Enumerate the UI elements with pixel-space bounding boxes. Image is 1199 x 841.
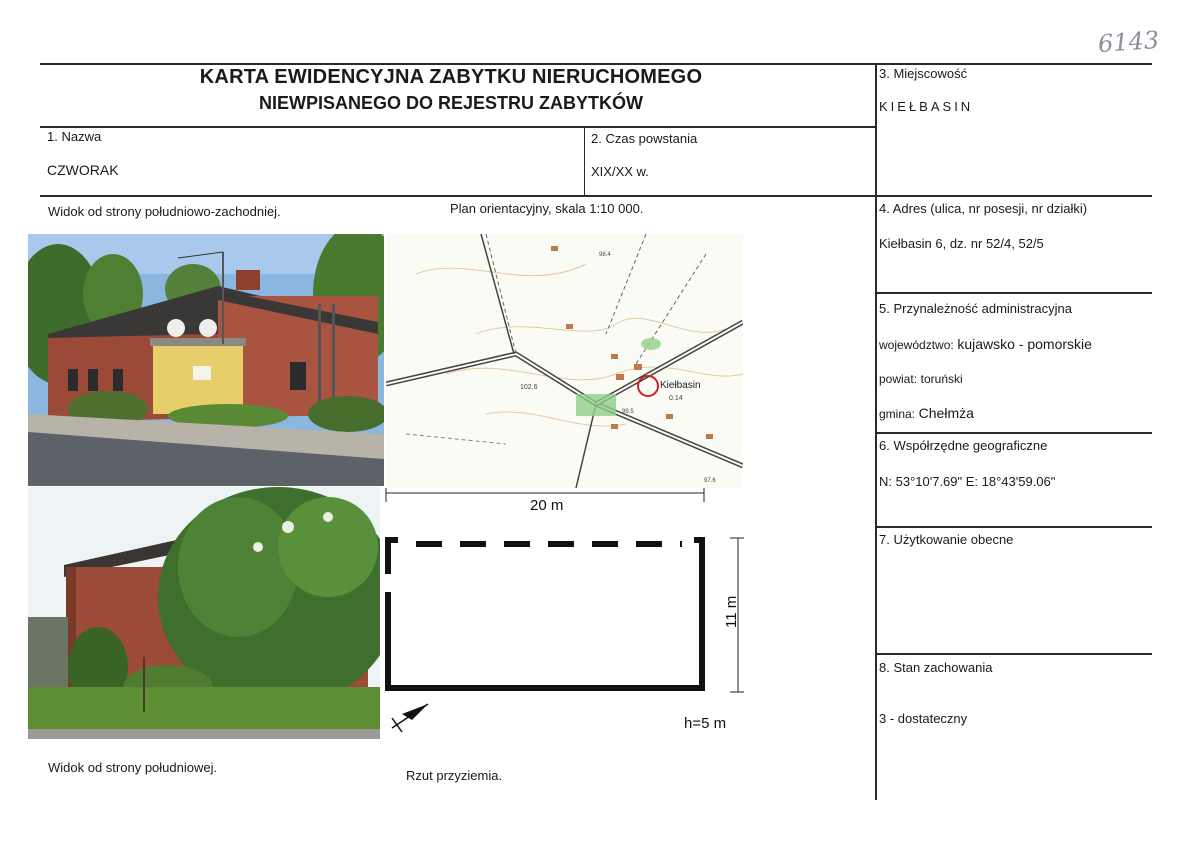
top-border: [40, 63, 1152, 65]
orientation-map: [386, 234, 743, 488]
county-value: toruński: [920, 372, 963, 386]
voivodeship-prefix: województwo:: [879, 338, 954, 352]
admin-bottom-border: [876, 432, 1152, 434]
name-date-divider: [584, 127, 585, 196]
usage-label: 7. Użytkowanie obecne: [879, 532, 1014, 547]
floor-plan: [384, 488, 746, 740]
condition-value: 3 - dostateczny: [879, 711, 968, 726]
plan-depth-label: 11 m: [723, 595, 740, 628]
commune-value: Chełmża: [918, 405, 974, 421]
plan-width-label: 20 m: [530, 497, 564, 514]
title-bottom-border: [40, 126, 876, 128]
plan-height-label: h=5 m: [684, 715, 727, 732]
coords-value: N: 53°10'7.69" E: 18°43'59.06": [879, 474, 1056, 489]
map-elevation-5: 97.6: [704, 478, 716, 484]
county-prefix: powiat:: [879, 372, 918, 386]
admin-label: 5. Przynależność administracyjna: [879, 301, 1072, 316]
photo-southwest-view: [28, 234, 384, 486]
plan-caption: Rzut przyziemia.: [406, 768, 503, 783]
locality-label: 3. Miejscowość: [879, 66, 968, 81]
photo-s-caption: Widok od strony południowej.: [48, 760, 218, 775]
map-elevation-2: 102.6: [520, 384, 538, 391]
condition-label: 8. Stan zachowania: [879, 660, 993, 675]
coords-bottom-border: [876, 526, 1152, 528]
card-subtitle: NIEWPISANEGO DO REJESTRU ZABYTKÓW: [258, 93, 644, 113]
address-bottom-border: [876, 292, 1152, 294]
coords-label: 6. Współrzędne geograficzne: [879, 438, 1048, 453]
commune-line: [879, 405, 974, 421]
map-caption: Plan orientacyjny, skala 1:10 000.: [450, 201, 644, 216]
map-elevation-3: 99.5: [622, 409, 634, 415]
name-value: CZWORAK: [47, 162, 119, 178]
map-elevation-4: 0.14: [669, 395, 683, 402]
date-value: XIX/XX w.: [591, 164, 649, 179]
north-arrow-icon: [392, 704, 428, 732]
map-place-label: Kiełbasin: [660, 380, 701, 391]
locality-value: KIEŁBASIN: [879, 99, 974, 114]
card-title: KARTA EWIDENCYJNA ZABYTKU NIERUCHOMEGO: [199, 66, 703, 88]
map-elevation-1: 98.4: [599, 252, 611, 258]
voivodeship-value: kujawsko - pomorskie: [957, 336, 1092, 352]
name-row-bottom-border: [40, 195, 1152, 197]
voivodeship-line: [879, 336, 1092, 352]
name-label: 1. Nazwa: [47, 129, 102, 144]
usage-bottom-border: [876, 653, 1152, 655]
commune-prefix: gmina:: [879, 407, 916, 421]
date-label: 2. Czas powstania: [591, 131, 698, 146]
photo-south-view: [28, 487, 380, 739]
address-label: 4. Adres (ulica, nr posesji, nr działki): [879, 201, 1088, 216]
photo-sw-caption: Widok od strony południowo-zachodniej.: [48, 204, 281, 219]
address-value: Kiełbasin 6, dz. nr 52/4, 52/5: [879, 236, 1044, 251]
county-line: [879, 371, 963, 386]
handwritten-inventory-number: 6143: [1097, 25, 1160, 59]
